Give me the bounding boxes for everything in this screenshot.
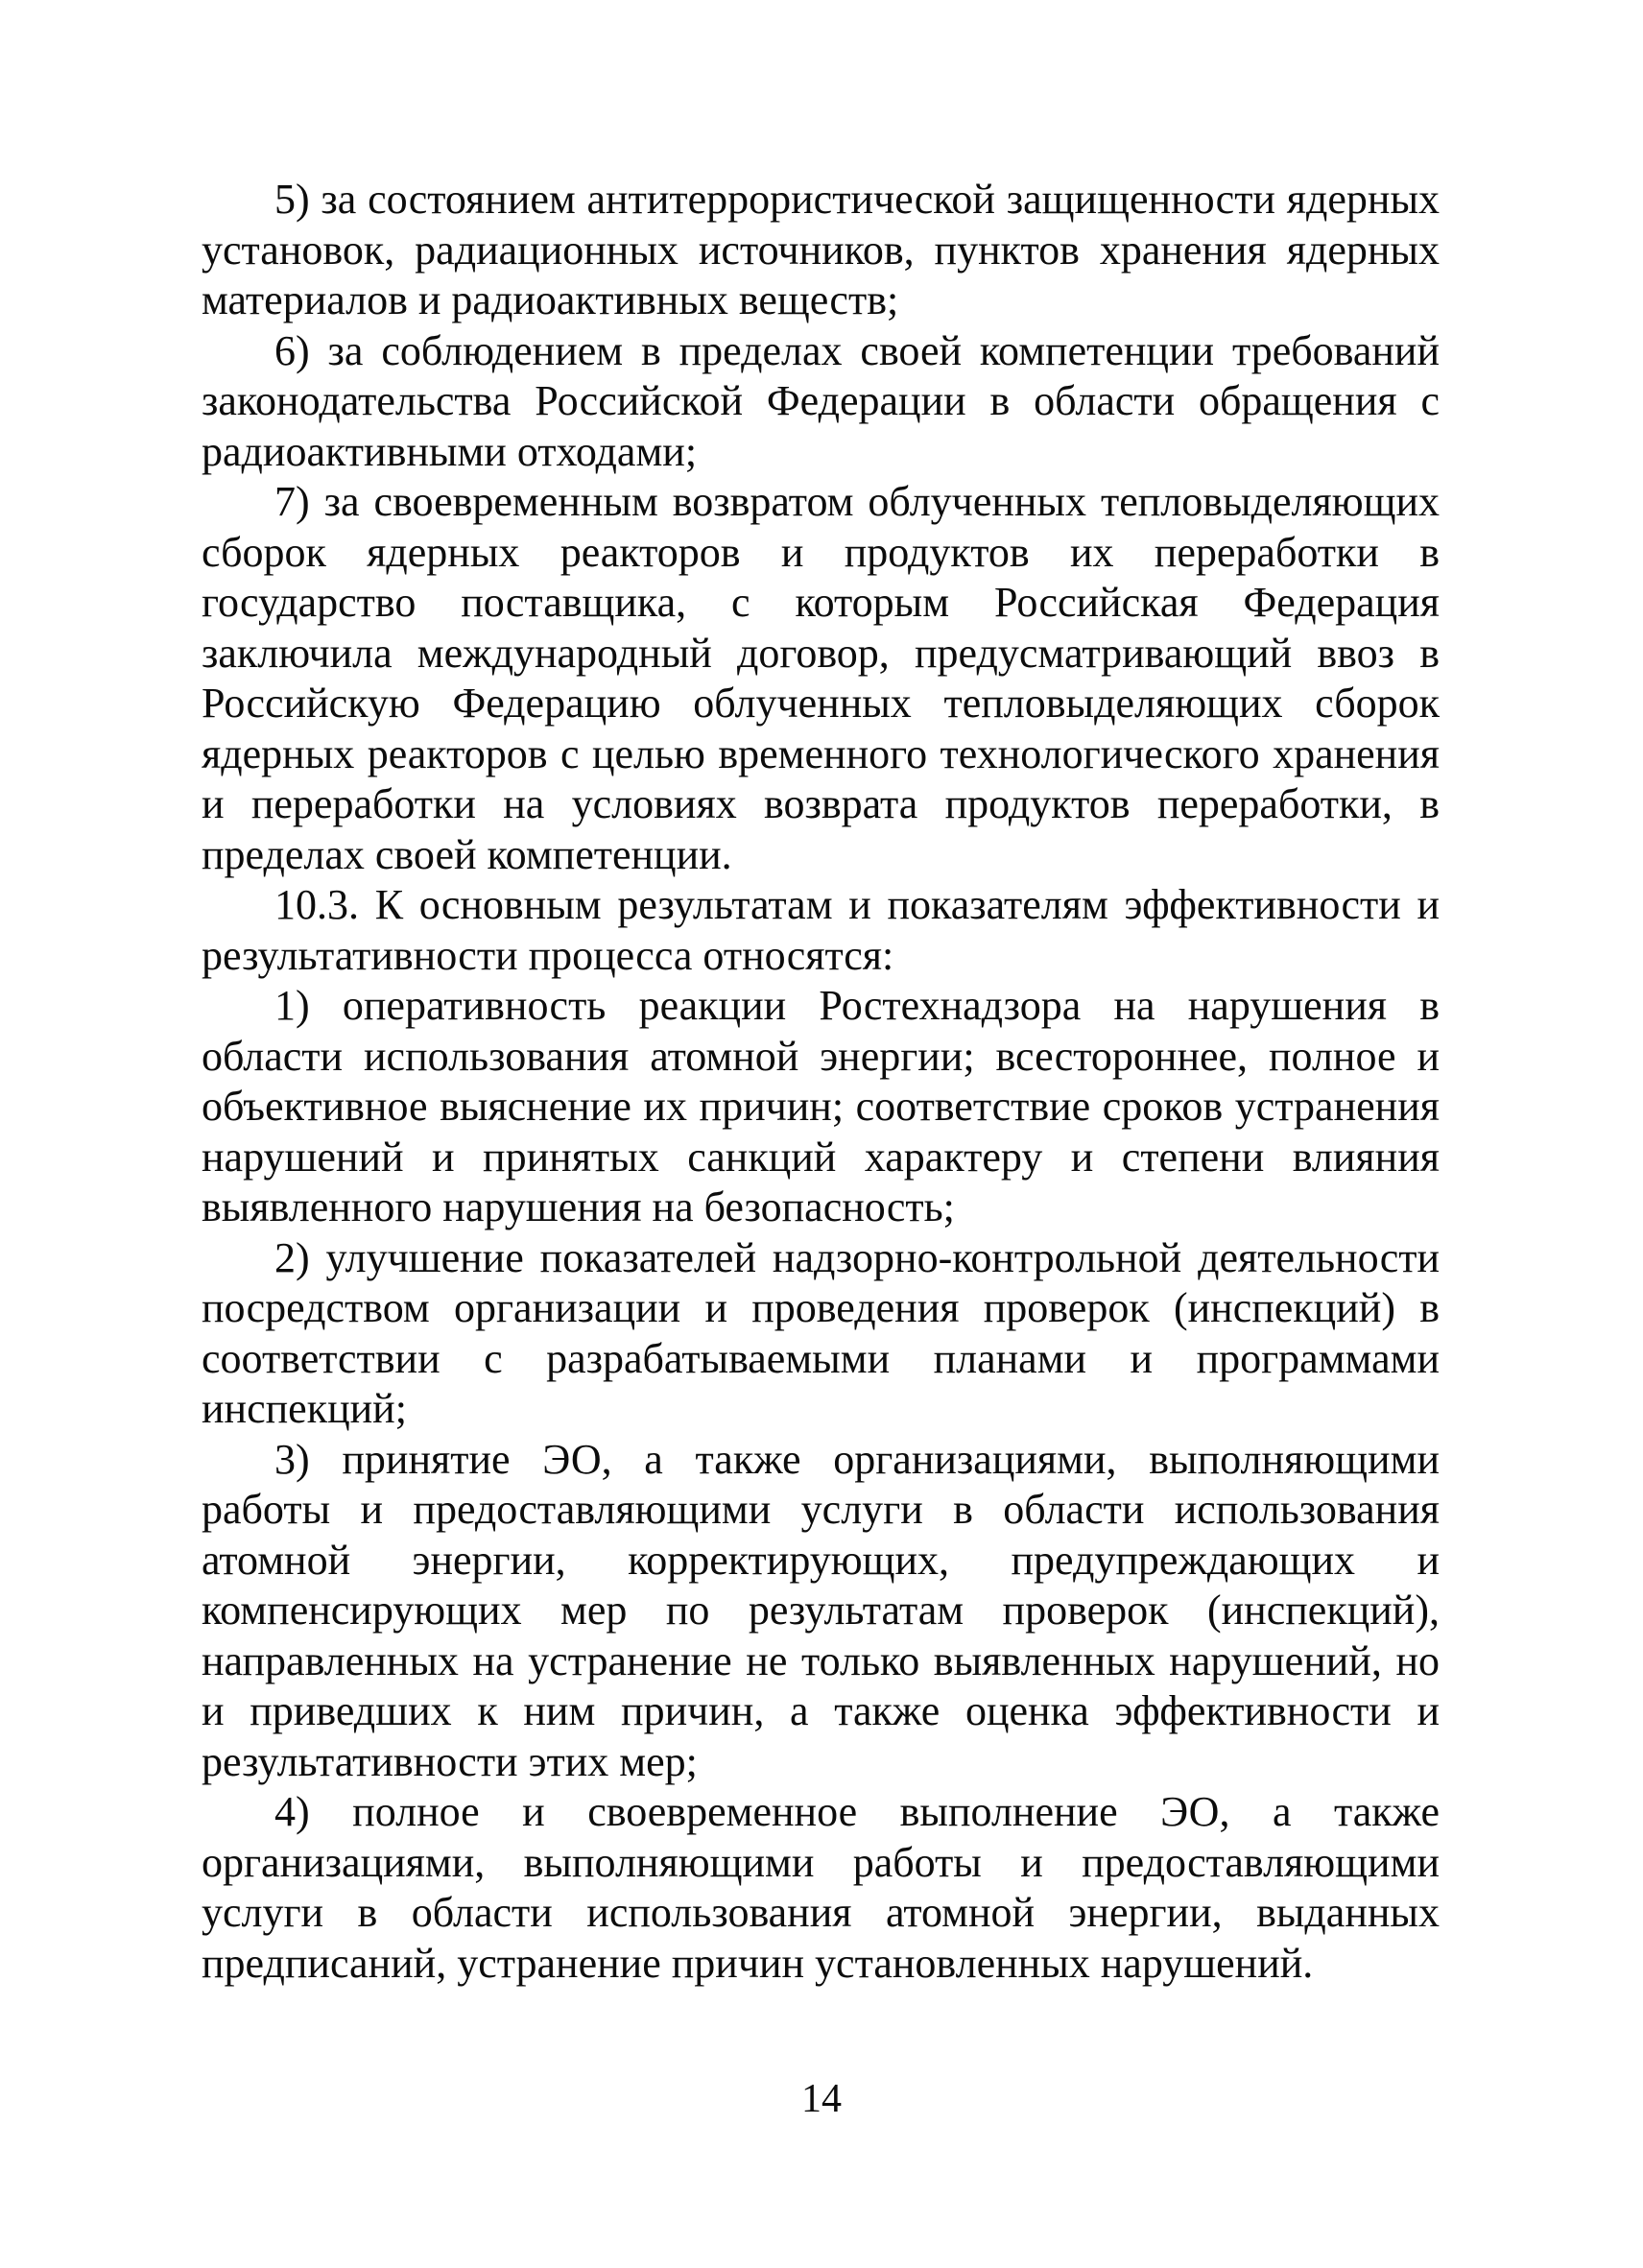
page-number: 14 [801, 2077, 842, 2121]
document-body [202, 175, 1440, 1989]
paragraph-item-6: 6) за соблюдением в пределах своей компетенции требований законодательства Российской Федерации в области обращения с радиоактивными отходами; [202, 326, 1440, 475]
paragraph-result-2: 2) улучшение показателей надзорно-контрольной деятельности посредством организации и проведения проверок (инспекций) в соответствии с разрабатываемыми планами и программами инспекций; [202, 1233, 1440, 1432]
paragraph-item-7: 7) за своевременным возвратом облученных тепловыделяющих сборок ядерных реакторов и продуктов их переработки в государство поставщика, с которым Российская Федерация заключила международный договор, предусматривающий ввоз в Российскую Федерацию облученных тепловыделяющих сборок ядерных реакторов с целью временного технологического хранения и переработки на условиях возврата продуктов переработки, в пределах своей компетенции. [202, 478, 1440, 878]
paragraph-result-3: 3) принятие ЭО, а также организациями, выполняющими работы и предоставляющими услуги в области использования атомной энергии, корректирующих, предупреждающих и компенсирующих мер по результатам проверок (инспекций), направленных на устранение не только выявленных нарушений, но и приведших к ним причин, а также оценка эффективности и результативности этих мер; [202, 1435, 1440, 1785]
paragraph-result-4: 4) полное и своевременное выполнение ЭО, а также организациями, выполняющими работы и предоставляющими услуги в области использования атомной энергии, выданных предписаний, устранение причин установленных нарушений. [202, 1788, 1440, 1987]
paragraph-result-1: 1) оперативность реакции Ростехнадзора на нарушения в области использования атомной энергии; всестороннее, полное и объективное выяснение их причин; соответствие сроков устранения нарушений и принятых санкций характеру и степени влияния выявленного нарушения на безопасность; [202, 982, 1440, 1230]
paragraph-section-10-3: 10.3. К основным результатам и показателям эффективности и результативности процесса относятся: [202, 881, 1440, 979]
paragraph-item-5: 5) за состоянием антитеррористической защищенности ядерных установок, радиационных источников, пунктов хранения ядерных материалов и радиоактивных веществ; [202, 176, 1440, 323]
